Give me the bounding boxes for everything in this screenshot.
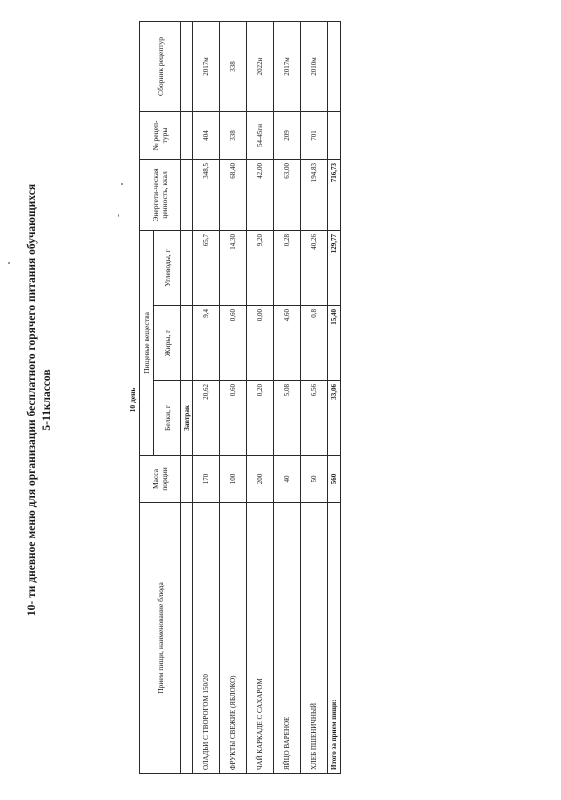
total-row <box>328 21 341 773</box>
dish-mass: 170 <box>193 456 220 503</box>
table-row <box>247 21 274 773</box>
dish-energy: 194,83 <box>301 159 328 230</box>
document-subtitle: 5-11классов <box>41 369 53 431</box>
header-collection: Сборник рецептур <box>140 21 181 111</box>
total-energy: 716,73 <box>328 159 341 230</box>
dish-carbs: 9,20 <box>247 230 274 305</box>
dish-protein: 5,08 <box>274 381 301 456</box>
dish-protein: 0,20 <box>247 381 274 456</box>
dish-protein: 6,56 <box>301 381 328 456</box>
header-recipe-no: № рецеп-туры <box>140 111 181 159</box>
dish-carbs: 40,26 <box>301 230 328 305</box>
section-empty-cell <box>181 159 193 230</box>
dish-carbs: 65,7 <box>193 230 220 305</box>
dish-fat: 9,4 <box>193 306 220 381</box>
header-meal: Прием пищи, наименование блюда <box>140 503 181 774</box>
total-empty-cell <box>328 111 341 159</box>
dish-mass: 200 <box>247 456 274 503</box>
dish-mass: 100 <box>220 456 247 503</box>
total-carbs: 129,77 <box>328 230 341 305</box>
menu-table <box>139 21 341 774</box>
header-protein: Белки, г <box>154 381 181 456</box>
dish-name: ХЛЕБ ПШЕНИЧНЫЙ <box>301 503 328 774</box>
header-fat: Жиры, г <box>154 306 181 381</box>
dish-name: ЧАЙ КАРКАДЕ С САХАРОМ <box>247 503 274 774</box>
dish-collection: 2022н <box>247 21 274 111</box>
dish-fat: 0,00 <box>247 306 274 381</box>
section-empty-cell <box>181 21 193 111</box>
section-row <box>181 21 193 773</box>
dish-recipe: 338 <box>220 111 247 159</box>
total-mass: 560 <box>328 456 341 503</box>
dish-recipe: 54-45гн <box>247 111 274 159</box>
dish-collection: 2017м <box>193 21 220 111</box>
dish-collection: 2010м <box>301 21 328 111</box>
table-row <box>220 21 247 773</box>
dish-collection: 2017м <box>274 21 301 111</box>
dish-mass: 40 <box>274 456 301 503</box>
total-empty-cell <box>328 21 341 111</box>
dish-protein: 20,62 <box>193 381 220 456</box>
header-carbs: Углеводы, г <box>154 230 181 305</box>
dish-name: ФРУКТЫ СВЕЖИЕ (ЯБЛОКО) <box>220 503 247 774</box>
dish-recipe: 701 <box>301 111 328 159</box>
dish-fat: 4,60 <box>274 306 301 381</box>
section-empty-cell <box>181 230 193 305</box>
dish-collection: 338 <box>220 21 247 111</box>
section-empty-cell <box>181 456 193 503</box>
section-empty-cell <box>181 111 193 159</box>
dish-energy: 63,00 <box>274 159 301 230</box>
dish-carbs: 0,28 <box>274 230 301 305</box>
header-mass: Масса порции <box>140 456 181 503</box>
dish-mass: 50 <box>301 456 328 503</box>
dish-fat: 0,60 <box>220 306 247 381</box>
header-energy: Энергети-ческая ценность, ккал <box>140 159 181 230</box>
header-nutrients: Пищевые вещества <box>140 230 154 455</box>
dish-recipe: 209 <box>274 111 301 159</box>
section-empty-cell <box>181 503 193 774</box>
table-row <box>301 21 328 773</box>
document-title: 10- ти дневное меню для организации бесплатного горячего питания обучающихся <box>26 183 38 617</box>
dish-energy: 68,40 <box>220 159 247 230</box>
dish-protein: 0,60 <box>220 381 247 456</box>
header-row-top <box>140 21 154 773</box>
table-row <box>193 21 220 773</box>
dish-energy: 42,00 <box>247 159 274 230</box>
dish-energy: 348,5 <box>193 159 220 230</box>
dish-recipe: 404 <box>193 111 220 159</box>
section-label: Завтрак <box>181 381 193 456</box>
section-empty-cell <box>181 306 193 381</box>
day-label: 10 день <box>128 387 137 413</box>
table-row <box>274 21 301 773</box>
total-fat: 15,40 <box>328 306 341 381</box>
total-label: Итого за прием пищи: <box>328 503 341 774</box>
dish-fat: 0,8 <box>301 306 328 381</box>
total-protein: 33,06 <box>328 381 341 456</box>
dish-carbs: 14,30 <box>220 230 247 305</box>
dish-name: ЯЙЦО ВАРЕНОЕ <box>274 503 301 774</box>
dish-name: ОЛАДЬИ С ТВОРОГОМ 150/20 <box>193 503 220 774</box>
